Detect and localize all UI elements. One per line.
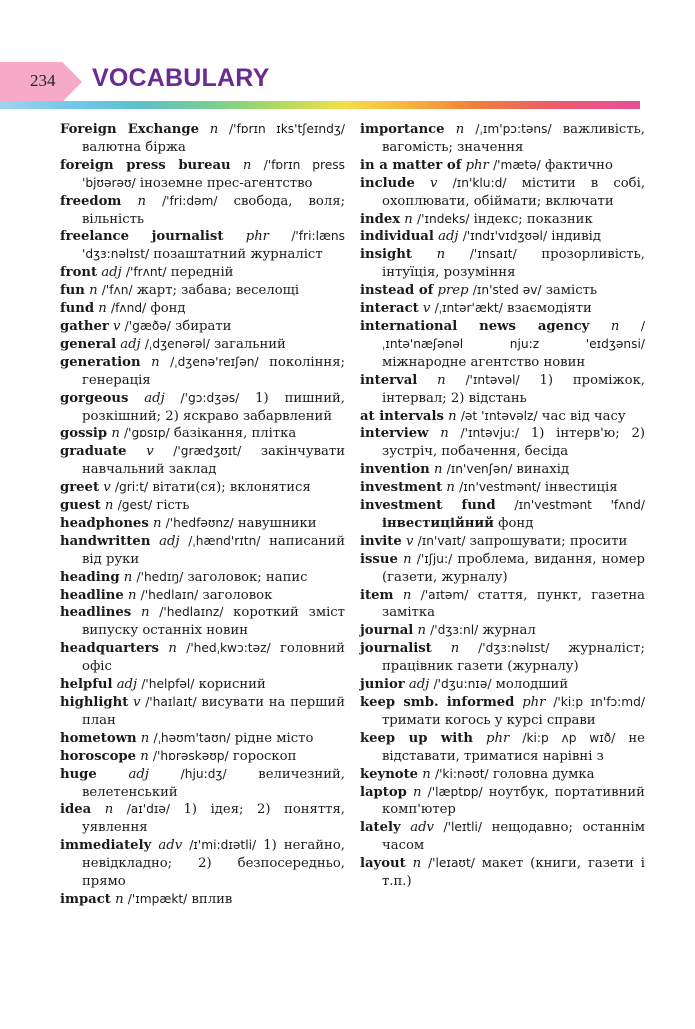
transcription: /'gɒsɪp/ xyxy=(124,426,170,441)
transcription: /'hedɪŋ/ xyxy=(136,569,184,584)
transcription: /ɪn'vestmənt/ xyxy=(459,480,541,495)
transcription: /'dʒu:nɪə/ xyxy=(433,677,492,692)
translation: величезний, велетенський xyxy=(82,766,345,800)
part-of-speech: n xyxy=(89,283,98,299)
part-of-speech: n xyxy=(137,193,146,209)
translation: фактично xyxy=(544,157,613,173)
translation: стаття, пункт, газетна замітка xyxy=(382,587,645,621)
headword: journalist xyxy=(360,641,432,657)
part-of-speech: n xyxy=(168,641,177,657)
headword: instead of xyxy=(360,283,434,299)
part-of-speech: n xyxy=(140,748,149,764)
part-of-speech: n xyxy=(104,498,114,514)
headword: journal xyxy=(360,623,414,639)
vocabulary-entry xyxy=(360,551,645,587)
transcription: /ki:p ʌp wɪð/ xyxy=(522,730,616,745)
headword: headquarters xyxy=(60,641,159,657)
transcription: /'mætə/ xyxy=(493,157,541,172)
vocabulary-entry xyxy=(360,282,645,300)
part-of-speech: n xyxy=(448,408,457,424)
part-of-speech: n xyxy=(98,301,107,317)
transcription: /ət 'ɪntəvəlz/ xyxy=(460,408,538,423)
part-of-speech: adj xyxy=(159,533,180,549)
translation: закінчувати навчальний заклад xyxy=(82,444,345,478)
part-of-speech: adj xyxy=(438,229,459,245)
page-number: 234 xyxy=(30,71,56,90)
part-of-speech: n xyxy=(610,318,620,334)
vocabulary-entry xyxy=(360,766,645,784)
translation: позаштатний журналіст xyxy=(153,247,323,263)
part-of-speech: v xyxy=(430,175,438,191)
part-of-speech: adj xyxy=(144,390,165,406)
transcription: /'aɪtəm/ xyxy=(420,587,469,602)
part-of-speech: n xyxy=(413,784,422,800)
vocabulary-entry xyxy=(360,121,645,157)
vocabulary-entry xyxy=(60,748,345,766)
transcription: /'gæðə/ xyxy=(124,318,171,333)
transcription: /'leɪaʊt/ xyxy=(428,856,475,871)
vocabulary-entry xyxy=(60,479,345,497)
transcription: /ˌɪm'pɔ:təns/ xyxy=(475,122,552,136)
transcription: /'hedlaɪnz/ xyxy=(159,605,224,620)
part-of-speech: v xyxy=(113,318,121,334)
vocabulary-entry xyxy=(360,622,645,640)
headword: invention xyxy=(360,462,430,478)
translation: журналіст; працівник газети (журналу) xyxy=(382,641,645,675)
translation: важливість, вагомість; значення xyxy=(382,122,645,155)
headword: impact xyxy=(60,891,111,907)
part-of-speech: prep xyxy=(437,283,469,299)
headword: insight xyxy=(360,247,412,263)
translation: іноземне прес-агентство xyxy=(139,175,313,191)
headword: horoscope xyxy=(60,748,136,764)
vocabulary-entry xyxy=(360,784,645,820)
translation: покоління; генерація xyxy=(82,354,345,388)
translation: міжнародне агентство новин xyxy=(382,354,586,370)
transcription: /'hedˌkwɔ:təz/ xyxy=(186,641,271,656)
vocabulary-entry xyxy=(60,640,345,676)
headword: front xyxy=(60,265,98,281)
vocabulary-entry xyxy=(60,891,345,909)
headword: issue xyxy=(360,551,398,567)
vocabulary-entry xyxy=(60,587,345,605)
headword: headlines xyxy=(60,605,132,621)
translation: 1) інтерв'ю; 2) зустріч, побачення, бесіда xyxy=(382,426,645,460)
headword: foreign press bureau xyxy=(60,157,231,173)
vocabulary-entry xyxy=(360,730,645,766)
translation: базікання, плітка xyxy=(173,426,297,442)
vocabulary-entry xyxy=(360,533,645,551)
vocabulary-entry xyxy=(60,533,345,569)
transcription: /'ɪntəvju:/ xyxy=(460,426,520,441)
vocabulary-entry xyxy=(360,694,645,730)
translation: винахід xyxy=(516,462,570,478)
vocabulary-entry xyxy=(60,443,345,479)
vocabulary-entry xyxy=(360,211,645,229)
headword: general xyxy=(60,336,117,352)
vocabulary-entry xyxy=(360,246,645,282)
part-of-speech: n xyxy=(209,122,219,137)
translation: рідне місто xyxy=(234,730,314,746)
part-of-speech: n xyxy=(403,551,412,567)
vocabulary-entry xyxy=(360,372,645,408)
translation: жарт; забава; веселощі xyxy=(136,283,300,299)
translation: 1) проміжок, інтервал; 2) відстань xyxy=(382,372,645,406)
translation: заголовок; напис xyxy=(187,569,308,585)
vocabulary-entry xyxy=(60,354,345,390)
translation: взаємодіяти xyxy=(507,301,592,317)
headword: huge xyxy=(60,766,97,782)
translation: проблема, видання, номер (газети, журналу) xyxy=(382,551,645,585)
transcription: /'hɒrəskəʊp/ xyxy=(152,748,229,763)
vocabulary-column-left xyxy=(60,121,345,909)
vocabulary-entry xyxy=(360,408,645,426)
vocabulary-entry xyxy=(360,479,645,497)
transcription: /'ki:p ɪn'fɔ:md/ xyxy=(553,695,645,709)
translation: 1) ідея; 2) поняття, уявлення xyxy=(82,802,345,836)
translation: корисний xyxy=(198,677,266,693)
transcription: /'ɪmpækt/ xyxy=(127,891,188,906)
transcription: /'dʒɜ:nl/ xyxy=(430,623,479,638)
transcription: /hju:dʒ/ xyxy=(180,766,227,781)
headword: freelance journalist xyxy=(60,229,224,245)
part-of-speech: n xyxy=(115,891,124,907)
part-of-speech: phr xyxy=(245,229,269,245)
translation: збирати xyxy=(175,318,232,334)
headword: index xyxy=(360,211,401,227)
headword: layout xyxy=(360,856,406,872)
vocabulary-entry xyxy=(60,425,345,443)
headword: at intervals xyxy=(360,408,444,424)
vocabulary-entry xyxy=(360,318,645,372)
page-title: VOCABULARY xyxy=(92,64,270,92)
vocabulary-entry xyxy=(60,336,345,354)
part-of-speech: n xyxy=(402,587,412,603)
part-of-speech: adj xyxy=(408,677,430,693)
translation: прозорливість, інтуїція, розуміння xyxy=(382,247,645,281)
headword: generation xyxy=(60,354,141,370)
headword: individual xyxy=(360,229,434,245)
headword: keynote xyxy=(360,766,419,782)
part-of-speech: n xyxy=(412,856,422,872)
headword: international news agency xyxy=(360,318,590,334)
vocabulary-entry xyxy=(60,676,345,694)
headword: Foreign Exchange xyxy=(60,122,200,137)
vocabulary-entry xyxy=(60,193,345,229)
vocabulary-entry xyxy=(60,604,345,640)
part-of-speech: n xyxy=(450,641,460,657)
translation: журнал xyxy=(482,623,536,639)
vocabulary-entry xyxy=(360,497,645,533)
part-of-speech: n xyxy=(417,623,426,639)
part-of-speech: n xyxy=(152,515,162,531)
part-of-speech: n xyxy=(140,605,150,621)
vocabulary-entry xyxy=(60,390,345,426)
part-of-speech: adj xyxy=(128,766,149,782)
headword: immediately xyxy=(60,838,152,854)
vocabulary-entry xyxy=(60,730,345,748)
translation: гість xyxy=(156,498,190,514)
transcription: /ɪn'venʃən/ xyxy=(446,462,513,477)
vocabulary-entry xyxy=(360,157,645,175)
part-of-speech: phr xyxy=(465,157,489,173)
part-of-speech: v xyxy=(146,444,154,460)
translation: 1) пишний, розкішний; 2) яскраво забарвлений xyxy=(82,390,345,424)
transcription: /'fri:læns 'dʒɜ:nəlɪst/ xyxy=(82,229,345,262)
part-of-speech: n xyxy=(404,211,413,227)
part-of-speech: n xyxy=(437,372,446,388)
headword: fun xyxy=(60,283,85,299)
transcription: /ˌdʒenə'reɪʃən/ xyxy=(170,354,259,369)
headword: helpful xyxy=(60,677,113,693)
translation: фонд xyxy=(498,515,534,531)
translation: вплив xyxy=(191,891,233,907)
part-of-speech: v xyxy=(133,695,141,710)
transcription: /ˌɪntər'ækt/ xyxy=(434,301,503,316)
headword: interact xyxy=(360,301,419,317)
vocabulary-entry xyxy=(60,801,345,837)
headword: keep up with xyxy=(360,730,473,746)
translation-bold: інвестиційний xyxy=(382,515,494,531)
transcription: /gest/ xyxy=(117,498,153,513)
transcription: /ˌɪntə'næʃənəl nju:z 'eɪdʒənsi/ xyxy=(382,318,645,351)
headword: interview xyxy=(360,426,429,442)
transcription: /ɪn'vaɪt/ xyxy=(417,533,466,548)
vocabulary-entry xyxy=(60,157,345,193)
translation: запрошувати; просити xyxy=(469,533,628,549)
translation: передній xyxy=(170,265,234,281)
headword: headphones xyxy=(60,515,149,531)
translation: час від часу xyxy=(541,408,626,424)
headword: gossip xyxy=(60,426,108,442)
part-of-speech: n xyxy=(151,354,160,370)
transcription: /fʌnd/ xyxy=(110,301,147,316)
translation: нещодавно; останнім часом xyxy=(382,820,645,854)
part-of-speech: n xyxy=(455,122,465,137)
headword: in a matter of xyxy=(360,157,462,173)
transcription: /'fɒrɪn press 'bjʊərəʊ/ xyxy=(82,157,345,190)
transcription: /'haɪlaɪt/ xyxy=(145,695,197,709)
transcription: /ɪn'sted əv/ xyxy=(472,283,542,298)
vocabulary-entry xyxy=(60,318,345,336)
part-of-speech: v xyxy=(405,533,414,549)
translation: молодший xyxy=(495,677,569,693)
translation: макет (книги, газети і т.п.) xyxy=(382,856,645,890)
transcription: /ˌdʒenərəl/ xyxy=(144,336,210,351)
headword: item xyxy=(360,587,394,603)
translation: інвестиція xyxy=(544,480,618,496)
transcription: /'helpfəl/ xyxy=(141,677,195,692)
translation: написаний від руки xyxy=(82,533,345,567)
vocabulary-entry xyxy=(60,121,345,157)
vocabulary-entry xyxy=(360,819,645,855)
transcription: /'hedlaɪn/ xyxy=(140,587,199,602)
vocabulary-entry xyxy=(60,515,345,533)
translation: головна думка xyxy=(492,766,595,782)
translation: вітати(ся); вклонятися xyxy=(152,480,311,496)
translation: свобода, воля; вільність xyxy=(82,193,346,227)
translation: загальний xyxy=(214,336,286,352)
vocabulary-entry xyxy=(360,855,645,891)
vocabulary-entry xyxy=(360,640,645,676)
transcription: /'dʒɜ:nəlɪst/ xyxy=(478,641,550,656)
vocabulary-entry xyxy=(60,569,345,587)
translation: індивід xyxy=(551,229,601,245)
vocabulary-entry xyxy=(60,497,345,515)
transcription: /'ɪnsaɪt/ xyxy=(469,247,517,262)
headword: invite xyxy=(360,533,402,549)
transcription: /'hedfəʊnz/ xyxy=(165,515,234,530)
transcription: /'ɪndɪ'vɪdʒʊəl/ xyxy=(462,229,548,244)
headword: keep smb. informed xyxy=(360,695,515,710)
transcription: /'fri:dəm/ xyxy=(162,193,218,208)
translation: навушники xyxy=(237,515,317,531)
transcription: /ˌhəʊm'taʊn/ xyxy=(153,730,231,745)
vocabulary-entry xyxy=(360,175,645,211)
transcription: /'fʌn/ xyxy=(101,283,133,298)
transcription: /gri:t/ xyxy=(114,480,149,495)
vocabulary-entry xyxy=(60,766,345,802)
headword: include xyxy=(360,175,415,191)
part-of-speech: phr xyxy=(486,730,510,746)
transcription: /ɪn'vestmənt 'fʌnd/ xyxy=(514,498,645,513)
part-of-speech: phr xyxy=(522,695,546,710)
headword: lately xyxy=(360,820,401,836)
part-of-speech: adj xyxy=(116,677,138,693)
headword: heading xyxy=(60,569,120,585)
vocabulary-entry xyxy=(360,300,645,318)
headword: freedom xyxy=(60,193,122,209)
translation: заголовок xyxy=(202,587,273,603)
vocabulary-entry xyxy=(60,300,345,318)
translation: містити в собі, охоплювати, обіймати; включати xyxy=(382,175,646,209)
headword: graduate xyxy=(60,444,127,460)
headword: guest xyxy=(60,498,101,514)
headword: investment fund xyxy=(360,498,496,514)
translation: замість xyxy=(545,283,598,299)
transcription: /ˌhænd'rɪtn/ xyxy=(188,533,261,548)
part-of-speech: n xyxy=(446,480,455,496)
vocabulary-entry xyxy=(360,461,645,479)
vocabulary-entry xyxy=(360,676,645,694)
headword: hometown xyxy=(60,730,137,746)
transcription: /'grædʒʊɪt/ xyxy=(173,444,242,459)
vocabulary-entry xyxy=(360,587,645,623)
part-of-speech: n xyxy=(422,766,431,782)
part-of-speech: n xyxy=(127,587,137,603)
part-of-speech: n xyxy=(440,426,449,442)
part-of-speech: adj xyxy=(120,336,141,352)
translation: тримати когось у курсі справи xyxy=(382,712,596,728)
transcription: /'læptɒp/ xyxy=(427,784,483,799)
transcription: /'ɪndeks/ xyxy=(416,211,470,226)
part-of-speech: adv xyxy=(158,838,183,854)
headword: gather xyxy=(60,318,109,334)
part-of-speech: n xyxy=(242,157,252,173)
vocabulary-entry xyxy=(60,282,345,300)
translation: не відставати, триматися нарівні з xyxy=(382,730,645,764)
part-of-speech: n xyxy=(111,426,120,442)
headword: junior xyxy=(360,677,405,693)
part-of-speech: adv xyxy=(410,820,434,836)
headword: gorgeous xyxy=(60,390,129,406)
translation: ноутбук, портативний комп'ютер xyxy=(382,784,645,818)
part-of-speech: v xyxy=(422,301,431,317)
headword: laptop xyxy=(360,784,407,800)
vocabulary-column-right xyxy=(360,121,645,891)
headword: interval xyxy=(360,372,418,388)
headword: handwritten xyxy=(60,533,151,549)
translation: короткий зміст випуску останніх новин xyxy=(82,605,345,639)
vocabulary-entry xyxy=(60,228,345,264)
translation: 1) негайно, невідкладно; 2) безпосередньо, прямо xyxy=(82,838,345,890)
part-of-speech: n xyxy=(433,462,443,478)
headword: greet xyxy=(60,480,100,496)
headword: headline xyxy=(60,587,124,603)
headword: importance xyxy=(360,122,445,137)
vocabulary-entry xyxy=(60,837,345,891)
headword: investment xyxy=(360,480,443,496)
transcription: /'fɒrɪn ɪks'tʃeɪndʒ/ xyxy=(229,122,345,136)
part-of-speech: adj xyxy=(101,265,122,281)
translation: головний офіс xyxy=(82,641,345,675)
headword: idea xyxy=(60,802,92,818)
transcription: /ɪn'klu:d/ xyxy=(452,175,507,190)
translation: висувати на перший план xyxy=(82,695,345,728)
vocabulary-entry xyxy=(360,425,645,461)
translation: валютна біржа xyxy=(82,139,186,155)
transcription: /'ɪntəvəl/ xyxy=(465,372,520,387)
part-of-speech: n xyxy=(140,730,150,746)
transcription: /'ɪʃju:/ xyxy=(416,551,453,566)
transcription: /ɪ'mi:dɪətli/ xyxy=(189,838,257,853)
part-of-speech: n xyxy=(436,247,446,263)
translation: фонд xyxy=(150,301,186,317)
transcription: /'leɪtli/ xyxy=(443,820,483,835)
vocabulary-entry xyxy=(60,264,345,282)
transcription: /'frʌnt/ xyxy=(125,265,167,280)
part-of-speech: n xyxy=(104,802,114,818)
translation: індекс; показник xyxy=(473,211,593,227)
transcription: /'ki:nəʊt/ xyxy=(434,766,489,781)
headword: highlight xyxy=(60,695,129,710)
vocabulary-entry xyxy=(60,694,345,730)
translation: гороскоп xyxy=(232,748,297,764)
vocabulary-entry xyxy=(360,228,645,246)
headword: fund xyxy=(60,301,95,317)
part-of-speech: n xyxy=(123,569,133,585)
rainbow-divider xyxy=(0,101,640,109)
transcription: /aɪ'dɪə/ xyxy=(126,802,171,817)
transcription: /'gɔ:dʒəs/ xyxy=(180,390,240,405)
part-of-speech: v xyxy=(103,480,111,496)
